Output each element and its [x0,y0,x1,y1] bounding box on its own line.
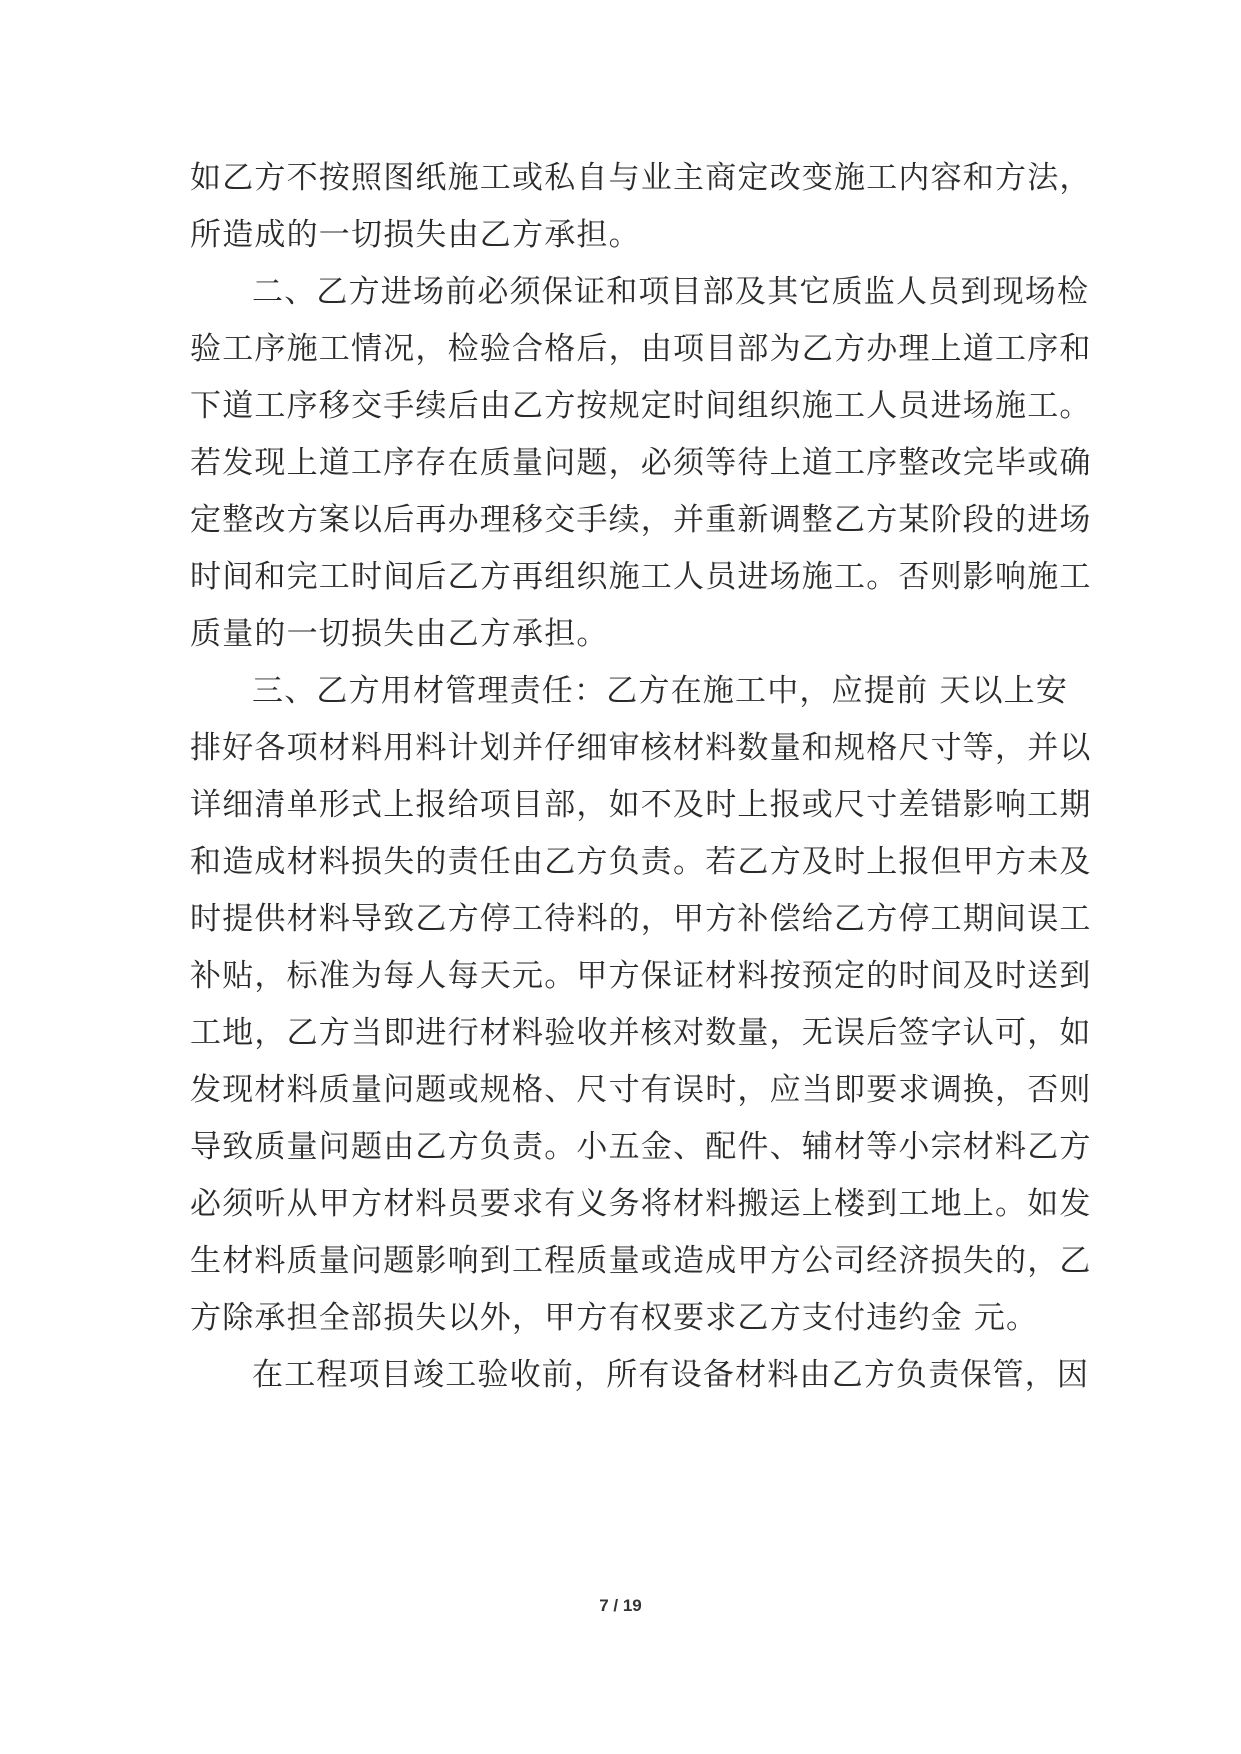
body-text-line: 时提供材料导致乙方停工待料的，甲方补偿给乙方停工期间误工 [190,901,1092,937]
paragraph-2-start: 二、乙方进场前必须保证和项目部及其它质监人员到现场检 [252,274,1090,310]
page-number: 7 / 19 [599,1596,642,1615]
paragraph-3-start: 三、乙方用材管理责任：乙方在施工中，应提前 天以上安 [252,673,1069,709]
body-text-line: 验工序施工情况，检验合格后，由项目部为乙方办理上道工序和 [190,331,1092,367]
body-text-line: 和造成材料损失的责任由乙方负责。若乙方及时上报但甲方未及 [190,844,1092,880]
body-text-line: 导致质量问题由乙方负责。小五金、配件、辅材等小宗材料乙方 [190,1129,1092,1165]
paragraph-4-start: 在工程项目竣工验收前，所有设备材料由乙方负责保管，因 [252,1357,1090,1393]
body-text-line: 生材料质量问题影响到工程质量或造成甲方公司经济损失的，乙 [190,1243,1092,1279]
body-text-line: 排好各项材料用料计划并仔细审核材料数量和规格尺寸等，并以 [190,730,1092,766]
body-text-line: 所造成的一切损失由乙方承担。 [190,217,641,253]
body-text-line: 下道工序移交手续后由乙方按规定时间组织施工人员进场施工。 [190,388,1092,424]
body-text-line: 方除承担全部损失以外，甲方有权要求乙方支付违约金 元。 [190,1300,1039,1336]
body-text-line: 补贴，标准为每人每天元。甲方保证材料按预定的时间及时送到 [190,958,1092,994]
body-text-line: 时间和完工时间后乙方再组织施工人员进场施工。否则影响施工 [190,559,1092,595]
body-text-line: 质量的一切损失由乙方承担。 [190,616,609,652]
body-text-line: 必须听从甲方材料员要求有义务将材料搬运上楼到工地上。如发 [190,1186,1092,1222]
body-text-line: 如乙方不按照图纸施工或私自与业主商定改变施工内容和方法， [190,160,1092,196]
body-text-line: 发现材料质量问题或规格、尺寸有误时，应当即要求调换，否则 [190,1072,1092,1108]
body-text-line: 若发现上道工序存在质量问题，必须等待上道工序整改完毕或确 [190,445,1092,481]
body-text-line: 工地，乙方当即进行材料验收并核对数量，无误后签字认可，如 [190,1015,1092,1051]
body-text-line: 定整改方案以后再办理移交手续，并重新调整乙方某阶段的进场 [190,502,1092,538]
body-text-line: 详细清单形式上报给项目部，如不及时上报或尺寸差错影响工期 [190,787,1092,823]
